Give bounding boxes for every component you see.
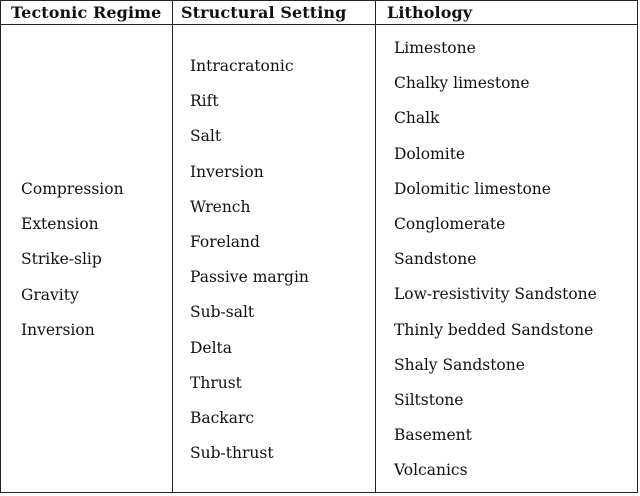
structural-setting-item: Rift bbox=[190, 92, 219, 111]
structural-setting-item: Intracratonic bbox=[190, 57, 294, 75]
structural-setting-item: Inversion bbox=[190, 162, 264, 181]
header-divider bbox=[1, 24, 637, 25]
structural-setting-item: Delta bbox=[190, 338, 233, 357]
lithology-item: Shaly Sandstone bbox=[394, 355, 525, 374]
lithology-list bbox=[394, 31, 597, 488]
structural-setting-item: Foreland bbox=[190, 232, 260, 251]
lithology-item: Sandstone bbox=[394, 250, 477, 269]
tectonic-regime-item: Gravity bbox=[21, 285, 79, 304]
header-tectonic-regime: Tectonic Regime bbox=[11, 3, 162, 22]
structural-setting-item: Wrench bbox=[190, 197, 251, 216]
structural-setting-item: Backarc bbox=[190, 408, 255, 427]
structural-setting-item: Thrust bbox=[190, 373, 242, 392]
lithology-item: Dolomitic limestone bbox=[394, 179, 551, 198]
lithology-item: Limestone bbox=[394, 39, 476, 57]
tectonic-regime-item: Extension bbox=[21, 215, 99, 234]
header-lithology: Lithology bbox=[387, 3, 473, 22]
column-divider bbox=[172, 1, 173, 492]
lithology-item: Dolomite bbox=[394, 144, 466, 163]
header-structural-setting: Structural Setting bbox=[181, 3, 347, 22]
structural-setting-item: Sub-thrust bbox=[190, 444, 274, 463]
structural-setting-item: Salt bbox=[190, 127, 222, 146]
lithology-item: Siltstone bbox=[394, 390, 464, 409]
lithology-item: Thinly bedded Sandstone bbox=[394, 320, 594, 339]
tectonic-regime-item: Strike-slip bbox=[21, 250, 102, 269]
tectonic-regime-list bbox=[21, 172, 124, 348]
structural-setting-list bbox=[190, 49, 309, 471]
lithology-item: Basement bbox=[394, 426, 472, 445]
column-divider bbox=[375, 1, 376, 492]
lithology-item: Low-resistivity Sandstone bbox=[394, 285, 597, 304]
structural-setting-item: Passive margin bbox=[190, 268, 309, 287]
structural-setting-item: Sub-salt bbox=[190, 303, 255, 322]
lithology-item: Chalk bbox=[394, 109, 440, 128]
lithology-item: Conglomerate bbox=[394, 214, 506, 233]
tectonic-regime-item: Inversion bbox=[21, 320, 95, 339]
lithology-item: Chalky limestone bbox=[394, 74, 530, 93]
tectonic-regime-item: Compression bbox=[21, 180, 124, 198]
lithology-item: Volcanics bbox=[394, 461, 468, 480]
